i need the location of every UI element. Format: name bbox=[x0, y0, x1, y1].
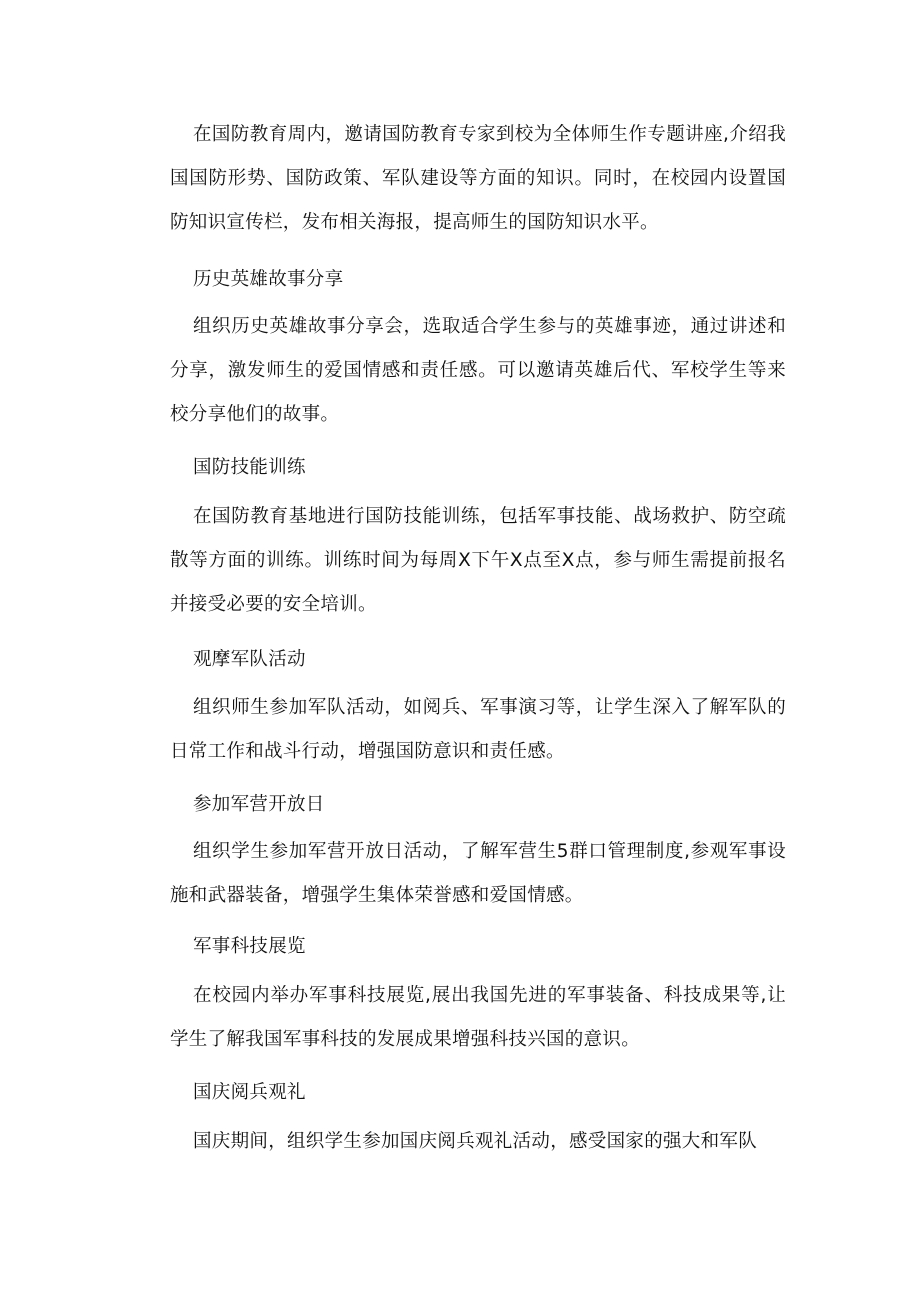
heading-hero-stories: 历史英雄故事分享 bbox=[193, 269, 344, 290]
paragraph-hero-stories: 组织历史英雄故事分享会，选取适合学生参与的英雄事迹，通过讲述和分享，激发师生的爱国情感和责任感。可以邀请英雄后代、军校学生等来校分享他们的故事。 bbox=[170, 316, 786, 425]
paragraph-tech-exhibition: 在校园内举办军事科技展览,展出我国先进的军事装备、科技成果等,让学生了解我国军事科技的发展成果增强科技兴国的意识。 bbox=[170, 985, 786, 1050]
heading-tech-exhibition: 军事科技展览 bbox=[193, 936, 306, 957]
heading-army-activities: 观摩军队活动 bbox=[193, 649, 306, 670]
paragraph-open-day: 组织学生参加军营开放日活动，了解军营生5群口管理制度,参观军事设施和武器装备，增强学生集体荣誉感和爱国情感。 bbox=[170, 841, 786, 906]
heading-parade: 国庆阅兵观礼 bbox=[193, 1082, 306, 1103]
heading-open-day: 参加军营开放日 bbox=[193, 794, 325, 815]
heading-skills-training: 国防技能训练 bbox=[193, 457, 306, 478]
paragraph-army-activities: 组织师生参加军队活动，如阅兵、军事演习等，让学生深入了解军队的日常工作和战斗行动，增强国防意识和责任感。 bbox=[170, 697, 786, 762]
paragraph-skills-training: 在国防教育基地进行国防技能训练，包括军事技能、战场救护、防空疏散等方面的训练。训练时间为每周X下午X点至X点，参与师生需提前报名并接受必要的安全培训。 bbox=[170, 506, 786, 615]
paragraph-lecture: 在国防教育周内，邀请国防教育专家到校为全体师生作专题讲座,介绍我国国防形势、国防政策、军队建设等方面的知识。同时，在校园内设置国防知识宣传栏，发布相关海报，提高师生的国防知识水平。 bbox=[170, 124, 786, 233]
paragraph-parade: 国庆期间，组织学生参加国庆阅兵观礼活动，感受国家的强大和军队 bbox=[193, 1131, 758, 1152]
